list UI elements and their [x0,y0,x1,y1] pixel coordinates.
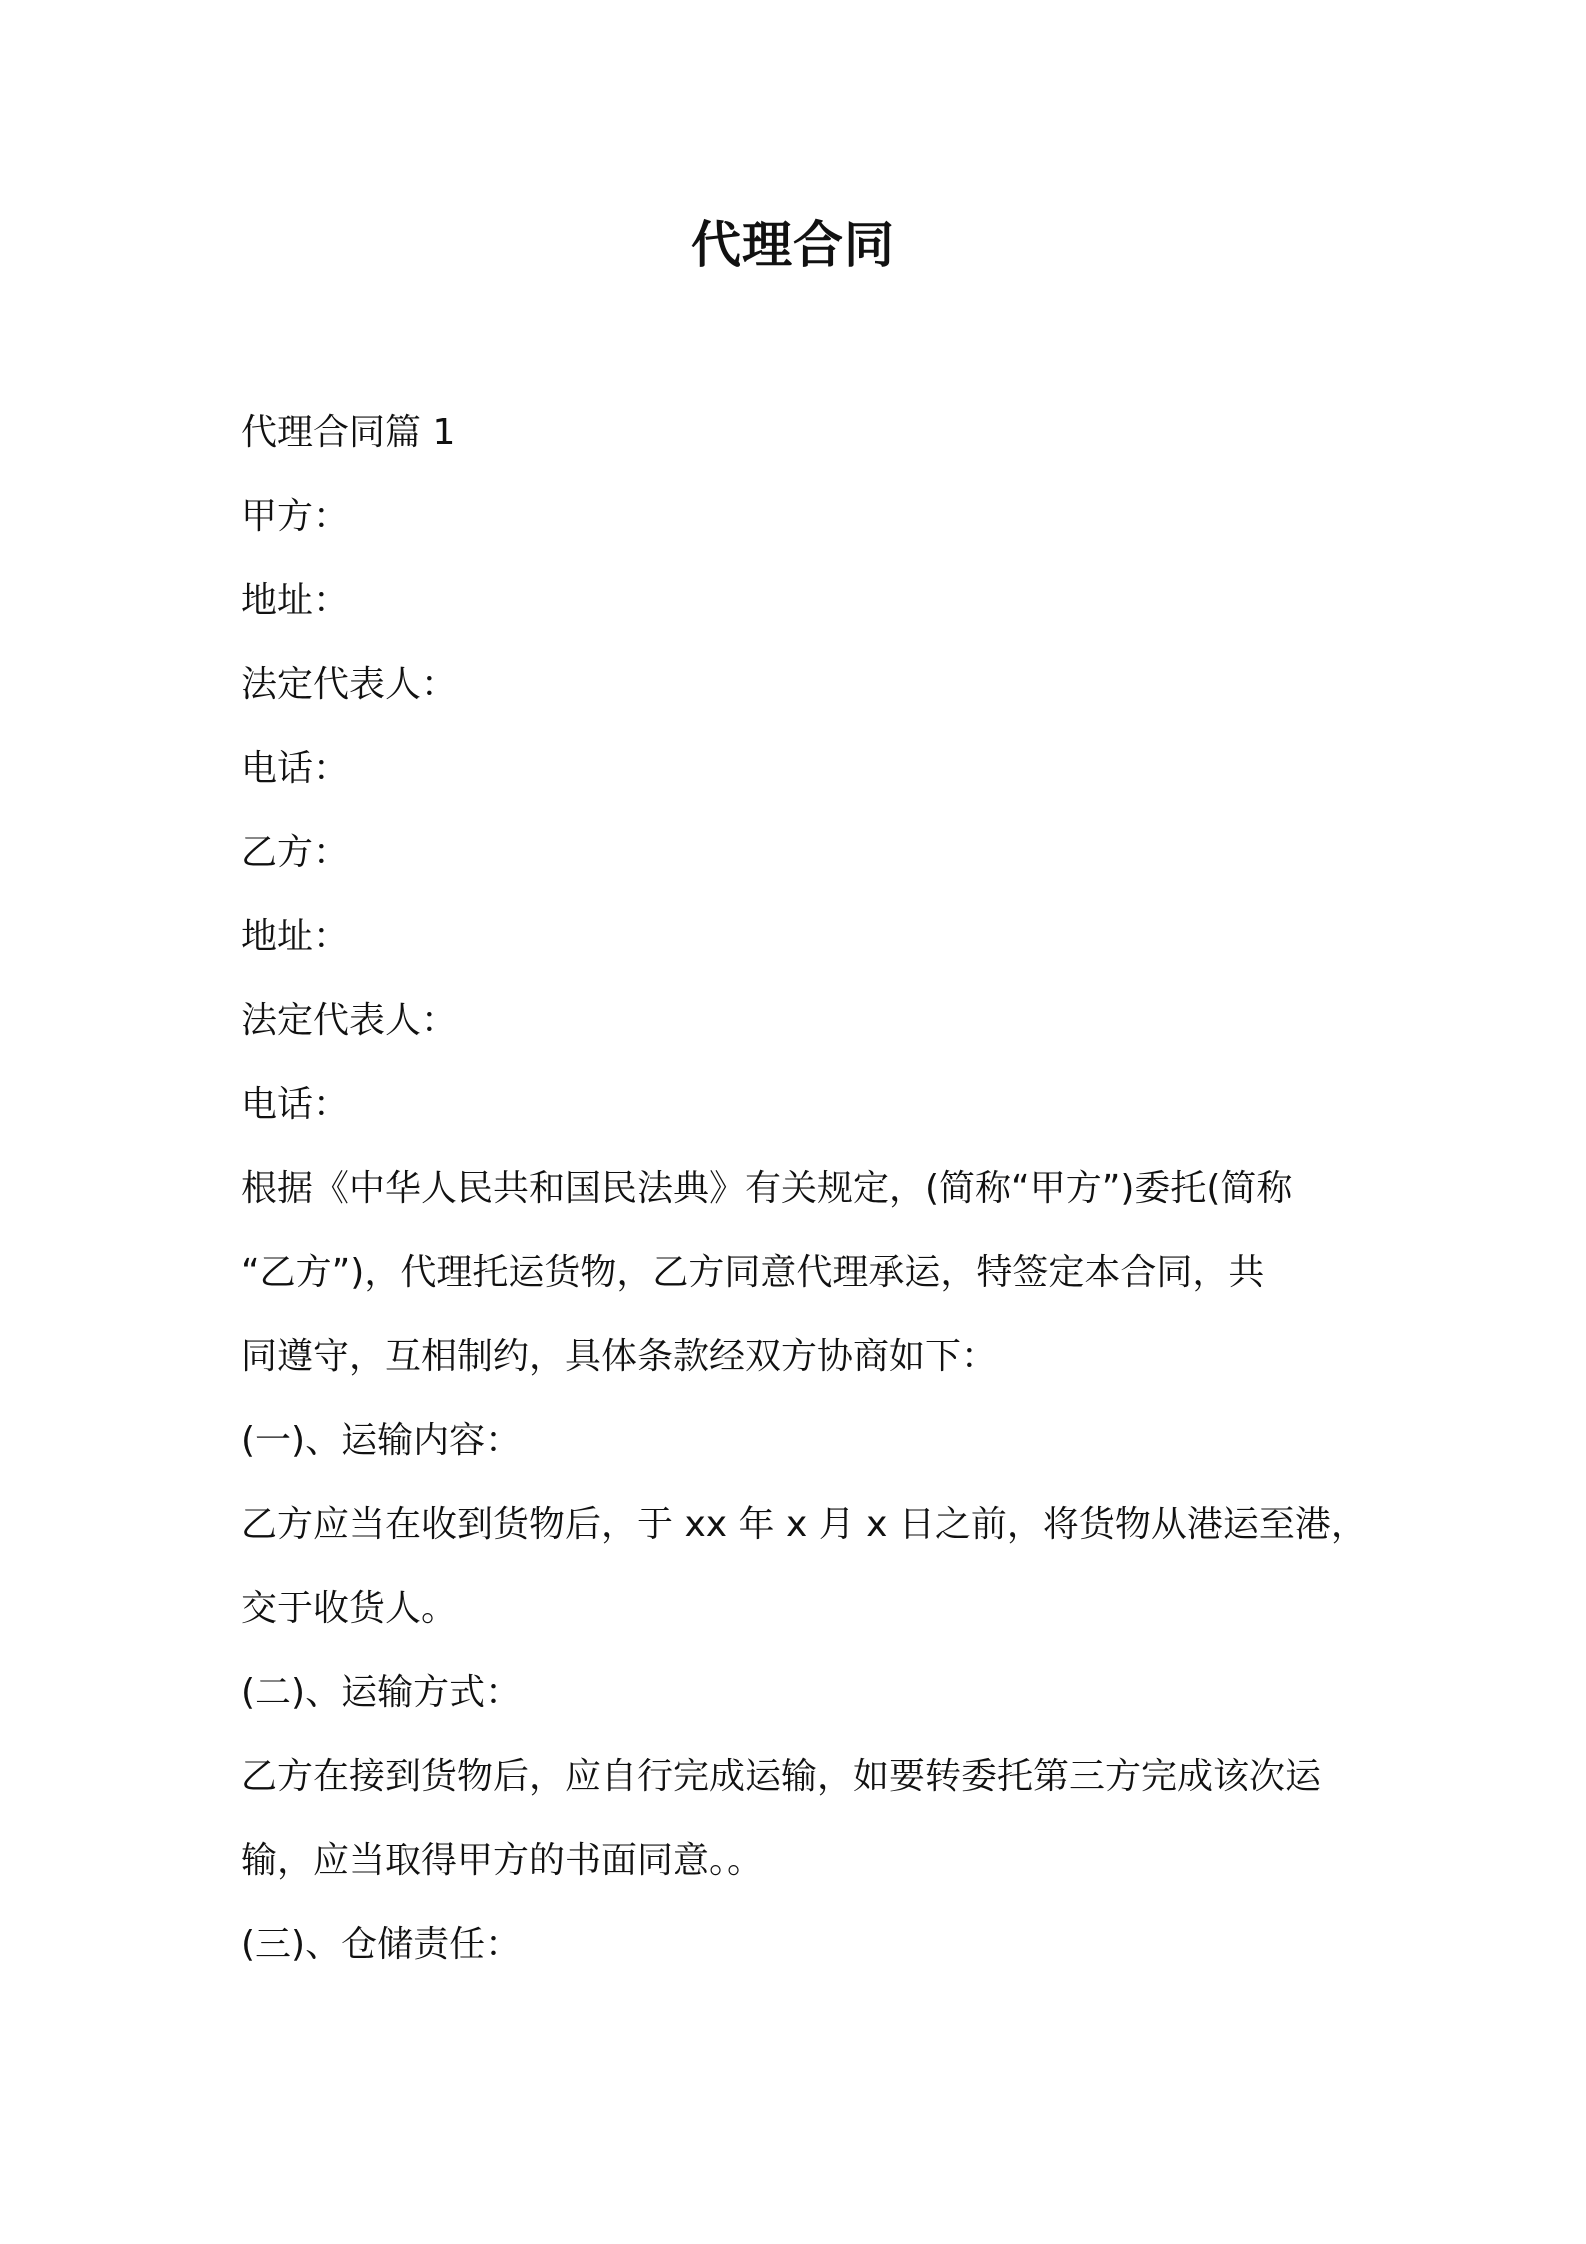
clause-body-line: 输，应当取得甲方的书面同意。。 [241,1840,764,1881]
clause-body-line: 乙方应当在收到货物后，于 xx 年 x 月 x 日之前，将货物从港运至港， [241,1504,1367,1545]
party-b-representative-label: 法定代表人： [241,1000,458,1041]
party-a-label: 甲方： [241,496,350,537]
party-b-address-label: 地址： [241,916,350,957]
clause-body-line: 乙方在接到货物后，应自行完成运输，如要转委托第三方完成该次运 [241,1756,1322,1797]
party-a-representative-label: 法定代表人： [241,664,458,705]
document-title: 代理合同 [691,216,895,274]
clause-heading-transport-content: (一)、运输内容： [241,1420,522,1461]
clause-heading-storage-liability: (三)、仓储责任： [241,1924,522,1965]
clause-heading-transport-method: (二)、运输方式： [241,1672,522,1713]
party-b-label: 乙方： [241,832,350,873]
clause-body-line: 交于收货人。 [241,1588,458,1629]
party-b-phone-label: 电话： [241,1084,350,1125]
preamble-line: “乙方”)，代理托运货物，乙方同意代理承运，特签定本合同，共 [241,1252,1265,1293]
preamble-line: 同遵守，互相制约，具体条款经双方协商如下： [241,1336,998,1377]
party-a-address-label: 地址： [241,580,350,621]
preamble-line: 根据《中华人民共和国民法典》有关规定，(简称“甲方”)委托(简称 [241,1168,1293,1209]
party-a-phone-label: 电话： [241,748,350,789]
section-heading: 代理合同篇 1 [241,412,456,453]
